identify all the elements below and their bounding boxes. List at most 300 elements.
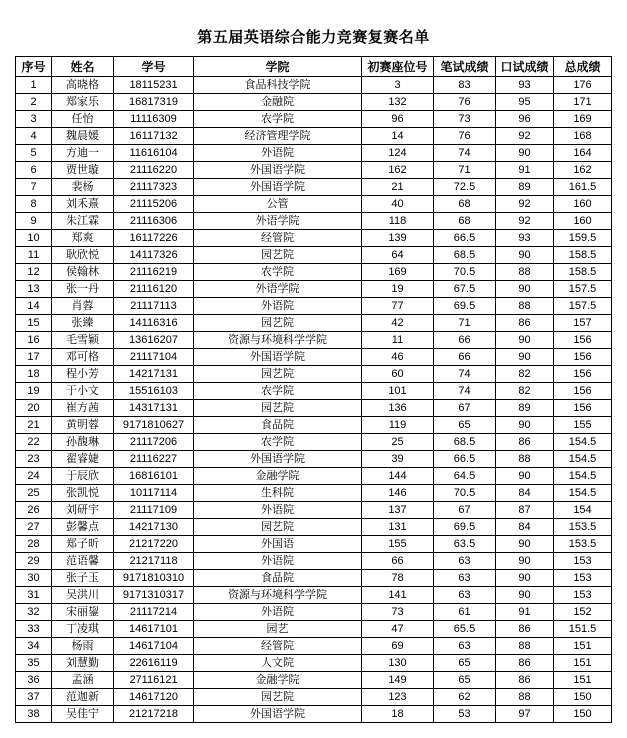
cell-written-score: 72.5 [434, 179, 496, 196]
cell-written-score: 76 [434, 128, 496, 145]
cell-name: 张凯悦 [52, 485, 114, 502]
cell-seat-number: 19 [362, 281, 434, 298]
cell-name: 张臻 [52, 315, 114, 332]
cell-index: 26 [16, 502, 52, 519]
table-row [16, 366, 612, 383]
cell-total-score: 155 [554, 417, 612, 434]
cell-total-score: 154.5 [554, 451, 612, 468]
cell-student-id: 10117114 [114, 485, 194, 502]
cell-seat-number: 136 [362, 400, 434, 417]
cell-name: 吴洪川 [52, 587, 114, 604]
cell-name: 张子玉 [52, 570, 114, 587]
cell-name: 吴佳宁 [52, 706, 114, 723]
cell-name: 郑子昕 [52, 536, 114, 553]
cell-oral-score: 84 [496, 485, 554, 502]
cell-total-score: 154 [554, 502, 612, 519]
cell-index: 27 [16, 519, 52, 536]
cell-seat-number: 25 [362, 434, 434, 451]
cell-name: 郑家乐 [52, 94, 114, 111]
cell-oral-score: 82 [496, 383, 554, 400]
cell-college: 外语院 [194, 298, 362, 315]
cell-college: 经管院 [194, 230, 362, 247]
cell-written-score: 63.5 [434, 536, 496, 553]
cell-oral-score: 88 [496, 264, 554, 281]
cell-oral-score: 90 [496, 349, 554, 366]
table-row [16, 706, 612, 723]
cell-total-score: 156 [554, 383, 612, 400]
cell-index: 14 [16, 298, 52, 315]
cell-name: 邓可格 [52, 349, 114, 366]
cell-oral-score: 89 [496, 400, 554, 417]
cell-index: 37 [16, 689, 52, 706]
cell-written-score: 65.5 [434, 621, 496, 638]
table-row [16, 213, 612, 230]
cell-oral-score: 91 [496, 162, 554, 179]
cell-name: 方迪一 [52, 145, 114, 162]
table-row [16, 400, 612, 417]
cell-student-id: 21116227 [114, 451, 194, 468]
cell-oral-score: 90 [496, 587, 554, 604]
cell-student-id: 21117206 [114, 434, 194, 451]
cell-seat-number: 124 [362, 145, 434, 162]
cell-index: 13 [16, 281, 52, 298]
cell-oral-score: 84 [496, 519, 554, 536]
table-header-row [16, 57, 612, 77]
cell-total-score: 156 [554, 349, 612, 366]
cell-student-id: 18115231 [114, 77, 194, 94]
cell-student-id: 13616207 [114, 332, 194, 349]
cell-student-id: 21116220 [114, 162, 194, 179]
table-row [16, 315, 612, 332]
table-row [16, 672, 612, 689]
cell-total-score: 156 [554, 332, 612, 349]
cell-oral-score: 90 [496, 281, 554, 298]
table-row [16, 281, 612, 298]
cell-name: 任怡 [52, 111, 114, 128]
cell-student-id: 21116306 [114, 213, 194, 230]
cell-college: 园艺院 [194, 366, 362, 383]
cell-name: 刘慧勤 [52, 655, 114, 672]
cell-seat-number: 46 [362, 349, 434, 366]
cell-seat-number: 144 [362, 468, 434, 485]
table-row [16, 485, 612, 502]
cell-seat-number: 101 [362, 383, 434, 400]
cell-oral-score: 86 [496, 621, 554, 638]
cell-written-score: 68.5 [434, 247, 496, 264]
cell-index: 24 [16, 468, 52, 485]
cell-total-score: 153.5 [554, 536, 612, 553]
cell-college: 金融学院 [194, 468, 362, 485]
column-header-written-score: 笔试成绩 [434, 57, 496, 77]
cell-total-score: 161.5 [554, 179, 612, 196]
cell-college: 农学院 [194, 383, 362, 400]
cell-seat-number: 96 [362, 111, 434, 128]
cell-written-score: 69.5 [434, 298, 496, 315]
column-header-oral-score: 口试成绩 [496, 57, 554, 77]
cell-name: 丁凌琪 [52, 621, 114, 638]
table-row [16, 247, 612, 264]
cell-written-score: 61 [434, 604, 496, 621]
cell-total-score: 153 [554, 553, 612, 570]
table-row [16, 587, 612, 604]
cell-total-score: 162 [554, 162, 612, 179]
cell-student-id: 9171810310 [114, 570, 194, 587]
cell-written-score: 68 [434, 196, 496, 213]
cell-total-score: 154.5 [554, 434, 612, 451]
cell-oral-score: 92 [496, 196, 554, 213]
cell-total-score: 154.5 [554, 485, 612, 502]
cell-index: 3 [16, 111, 52, 128]
cell-written-score: 74 [434, 383, 496, 400]
cell-student-id: 21116219 [114, 264, 194, 281]
table-row [16, 162, 612, 179]
cell-name: 耿欣悦 [52, 247, 114, 264]
cell-college: 外语院 [194, 553, 362, 570]
cell-total-score: 154.5 [554, 468, 612, 485]
cell-oral-score: 90 [496, 536, 554, 553]
cell-seat-number: 139 [362, 230, 434, 247]
cell-index: 20 [16, 400, 52, 417]
cell-seat-number: 11 [362, 332, 434, 349]
cell-name: 孟涵 [52, 672, 114, 689]
cell-college: 资源与环境科学学院 [194, 332, 362, 349]
cell-name: 高晓格 [52, 77, 114, 94]
cell-total-score: 158.5 [554, 264, 612, 281]
cell-index: 28 [16, 536, 52, 553]
cell-college: 食品科技学院 [194, 77, 362, 94]
table-row [16, 383, 612, 400]
cell-index: 9 [16, 213, 52, 230]
cell-name: 翟睿婕 [52, 451, 114, 468]
cell-name: 于辰欣 [52, 468, 114, 485]
cell-total-score: 157 [554, 315, 612, 332]
cell-seat-number: 146 [362, 485, 434, 502]
cell-name: 彭馨点 [52, 519, 114, 536]
cell-total-score: 156 [554, 400, 612, 417]
cell-index: 2 [16, 94, 52, 111]
cell-written-score: 83 [434, 77, 496, 94]
cell-college: 经济管理学院 [194, 128, 362, 145]
cell-college: 外语院 [194, 604, 362, 621]
cell-written-score: 63 [434, 587, 496, 604]
cell-written-score: 63 [434, 638, 496, 655]
cell-total-score: 169 [554, 111, 612, 128]
cell-oral-score: 86 [496, 434, 554, 451]
cell-seat-number: 141 [362, 587, 434, 604]
table-body [16, 77, 612, 723]
cell-index: 11 [16, 247, 52, 264]
cell-index: 25 [16, 485, 52, 502]
cell-total-score: 151.5 [554, 621, 612, 638]
cell-student-id: 15516103 [114, 383, 194, 400]
cell-index: 10 [16, 230, 52, 247]
cell-written-score: 68.5 [434, 434, 496, 451]
cell-seat-number: 149 [362, 672, 434, 689]
cell-college: 金融学院 [194, 672, 362, 689]
cell-oral-score: 88 [496, 689, 554, 706]
cell-student-id: 9171310317 [114, 587, 194, 604]
cell-seat-number: 18 [362, 706, 434, 723]
cell-seat-number: 66 [362, 553, 434, 570]
table-row [16, 468, 612, 485]
table-row [16, 128, 612, 145]
cell-college: 外语学院 [194, 281, 362, 298]
cell-index: 31 [16, 587, 52, 604]
cell-college: 外国语学院 [194, 179, 362, 196]
cell-total-score: 151 [554, 672, 612, 689]
column-header-name: 姓名 [52, 57, 114, 77]
cell-oral-score: 86 [496, 315, 554, 332]
cell-college: 农学院 [194, 434, 362, 451]
table-row [16, 502, 612, 519]
cell-written-score: 74 [434, 145, 496, 162]
cell-student-id: 14117326 [114, 247, 194, 264]
cell-student-id: 21217118 [114, 553, 194, 570]
cell-name: 程小芳 [52, 366, 114, 383]
cell-student-id: 21117104 [114, 349, 194, 366]
table-row [16, 196, 612, 213]
roster-table [15, 56, 612, 723]
cell-name: 杨雨 [52, 638, 114, 655]
cell-college: 园艺 [194, 621, 362, 638]
table-row [16, 179, 612, 196]
cell-name: 侯翰林 [52, 264, 114, 281]
cell-index: 21 [16, 417, 52, 434]
cell-oral-score: 93 [496, 77, 554, 94]
cell-college: 生科院 [194, 485, 362, 502]
cell-college: 外国语 [194, 536, 362, 553]
cell-college: 农学院 [194, 111, 362, 128]
cell-total-score: 151 [554, 638, 612, 655]
table-row [16, 553, 612, 570]
column-header-seat-number: 初赛座位号 [362, 57, 434, 77]
cell-college: 资源与环境科学学院 [194, 587, 362, 604]
cell-seat-number: 64 [362, 247, 434, 264]
cell-index: 16 [16, 332, 52, 349]
cell-total-score: 158.5 [554, 247, 612, 264]
cell-student-id: 14617101 [114, 621, 194, 638]
cell-written-score: 67 [434, 400, 496, 417]
cell-written-score: 66 [434, 349, 496, 366]
cell-name: 毛雪颖 [52, 332, 114, 349]
cell-index: 38 [16, 706, 52, 723]
cell-total-score: 153 [554, 587, 612, 604]
cell-seat-number: 123 [362, 689, 434, 706]
cell-total-score: 157.5 [554, 298, 612, 315]
table-row [16, 621, 612, 638]
cell-student-id: 27116121 [114, 672, 194, 689]
cell-oral-score: 92 [496, 213, 554, 230]
cell-index: 19 [16, 383, 52, 400]
cell-college: 经管院 [194, 638, 362, 655]
cell-college: 园艺院 [194, 400, 362, 417]
cell-written-score: 63 [434, 570, 496, 587]
cell-seat-number: 40 [362, 196, 434, 213]
cell-seat-number: 78 [362, 570, 434, 587]
table-row [16, 94, 612, 111]
cell-name: 刘禾熹 [52, 196, 114, 213]
cell-total-score: 157.5 [554, 281, 612, 298]
cell-index: 17 [16, 349, 52, 366]
cell-college: 外国语学院 [194, 162, 362, 179]
cell-index: 1 [16, 77, 52, 94]
cell-college: 金融院 [194, 94, 362, 111]
table-row [16, 145, 612, 162]
cell-seat-number: 130 [362, 655, 434, 672]
cell-total-score: 160 [554, 213, 612, 230]
cell-written-score: 62 [434, 689, 496, 706]
cell-name: 贾世璇 [52, 162, 114, 179]
cell-college: 园艺院 [194, 315, 362, 332]
cell-college: 园艺院 [194, 247, 362, 264]
cell-total-score: 171 [554, 94, 612, 111]
table-row [16, 570, 612, 587]
cell-student-id: 14217130 [114, 519, 194, 536]
cell-seat-number: 77 [362, 298, 434, 315]
cell-oral-score: 90 [496, 247, 554, 264]
cell-oral-score: 90 [496, 553, 554, 570]
cell-college: 食品院 [194, 417, 362, 434]
cell-total-score: 160 [554, 196, 612, 213]
cell-seat-number: 132 [362, 94, 434, 111]
cell-total-score: 153.5 [554, 519, 612, 536]
cell-oral-score: 93 [496, 230, 554, 247]
table-row [16, 434, 612, 451]
cell-student-id: 21115206 [114, 196, 194, 213]
cell-college: 农学院 [194, 264, 362, 281]
table-row [16, 417, 612, 434]
cell-index: 23 [16, 451, 52, 468]
cell-name: 范迦新 [52, 689, 114, 706]
cell-total-score: 156 [554, 366, 612, 383]
table-row [16, 655, 612, 672]
cell-oral-score: 91 [496, 604, 554, 621]
cell-index: 18 [16, 366, 52, 383]
cell-seat-number: 162 [362, 162, 434, 179]
cell-name: 张一丹 [52, 281, 114, 298]
cell-index: 30 [16, 570, 52, 587]
table-row [16, 230, 612, 247]
cell-written-score: 53 [434, 706, 496, 723]
cell-oral-score: 90 [496, 468, 554, 485]
cell-name: 于小文 [52, 383, 114, 400]
cell-oral-score: 82 [496, 366, 554, 383]
cell-written-score: 71 [434, 162, 496, 179]
cell-seat-number: 21 [362, 179, 434, 196]
cell-student-id: 21116120 [114, 281, 194, 298]
cell-total-score: 159.5 [554, 230, 612, 247]
cell-written-score: 65 [434, 655, 496, 672]
cell-college: 外国语学院 [194, 451, 362, 468]
cell-seat-number: 131 [362, 519, 434, 536]
cell-written-score: 67.5 [434, 281, 496, 298]
cell-written-score: 68 [434, 213, 496, 230]
cell-student-id: 14116316 [114, 315, 194, 332]
cell-college: 食品院 [194, 570, 362, 587]
cell-college: 外国语学院 [194, 349, 362, 366]
cell-student-id: 14617104 [114, 638, 194, 655]
cell-student-id: 14317131 [114, 400, 194, 417]
cell-name: 孙馥琳 [52, 434, 114, 451]
cell-total-score: 168 [554, 128, 612, 145]
cell-index: 5 [16, 145, 52, 162]
cell-oral-score: 95 [496, 94, 554, 111]
cell-oral-score: 92 [496, 128, 554, 145]
cell-name: 崔方茜 [52, 400, 114, 417]
cell-oral-score: 97 [496, 706, 554, 723]
cell-name: 宋丽鋆 [52, 604, 114, 621]
cell-oral-score: 89 [496, 179, 554, 196]
cell-index: 12 [16, 264, 52, 281]
cell-written-score: 69.5 [434, 519, 496, 536]
cell-index: 7 [16, 179, 52, 196]
column-header-college: 学院 [194, 57, 362, 77]
cell-college: 外语院 [194, 502, 362, 519]
cell-oral-score: 90 [496, 570, 554, 587]
cell-index: 15 [16, 315, 52, 332]
cell-student-id: 9171810627 [114, 417, 194, 434]
cell-index: 22 [16, 434, 52, 451]
table-row [16, 77, 612, 94]
cell-college: 公管 [194, 196, 362, 213]
cell-name: 魏晨媛 [52, 128, 114, 145]
cell-oral-score: 88 [496, 638, 554, 655]
cell-index: 33 [16, 621, 52, 638]
cell-oral-score: 90 [496, 145, 554, 162]
cell-student-id: 11616104 [114, 145, 194, 162]
table-row [16, 111, 612, 128]
cell-index: 32 [16, 604, 52, 621]
cell-seat-number: 137 [362, 502, 434, 519]
cell-seat-number: 118 [362, 213, 434, 230]
cell-name: 黄明蓉 [52, 417, 114, 434]
cell-index: 36 [16, 672, 52, 689]
table-row [16, 264, 612, 281]
cell-oral-score: 96 [496, 111, 554, 128]
cell-name: 朱江霖 [52, 213, 114, 230]
cell-written-score: 73 [434, 111, 496, 128]
cell-college: 外国语学院 [194, 706, 362, 723]
table-row [16, 604, 612, 621]
cell-college: 园艺院 [194, 689, 362, 706]
cell-name: 范语馨 [52, 553, 114, 570]
cell-student-id: 16117132 [114, 128, 194, 145]
cell-seat-number: 69 [362, 638, 434, 655]
cell-name: 肖蓉 [52, 298, 114, 315]
cell-seat-number: 42 [362, 315, 434, 332]
column-header-total-score: 总成绩 [554, 57, 612, 77]
cell-student-id: 21117323 [114, 179, 194, 196]
cell-total-score: 151 [554, 655, 612, 672]
cell-college: 人文院 [194, 655, 362, 672]
cell-written-score: 70.5 [434, 264, 496, 281]
cell-written-score: 71 [434, 315, 496, 332]
cell-seat-number: 169 [362, 264, 434, 281]
cell-index: 8 [16, 196, 52, 213]
cell-seat-number: 39 [362, 451, 434, 468]
cell-seat-number: 3 [362, 77, 434, 94]
cell-written-score: 67 [434, 502, 496, 519]
cell-total-score: 153 [554, 570, 612, 587]
cell-seat-number: 119 [362, 417, 434, 434]
cell-oral-score: 86 [496, 655, 554, 672]
cell-total-score: 164 [554, 145, 612, 162]
cell-written-score: 63 [434, 553, 496, 570]
cell-total-score: 150 [554, 706, 612, 723]
cell-written-score: 70.5 [434, 485, 496, 502]
cell-student-id: 21117113 [114, 298, 194, 315]
cell-oral-score: 88 [496, 451, 554, 468]
